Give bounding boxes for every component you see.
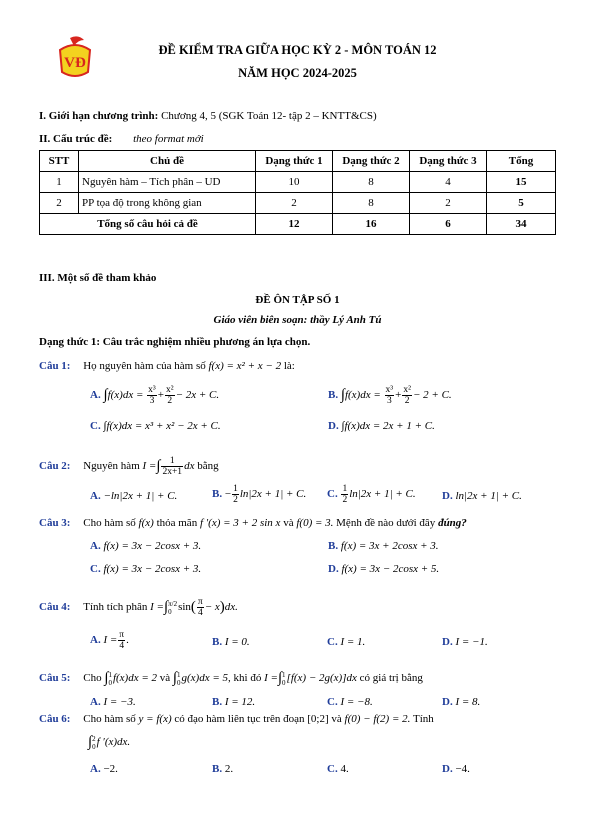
table-cell: 10 bbox=[256, 172, 333, 193]
option-1a[interactable]: A. ∫f(x)dx = $\frac{\text{x³}}{3}$ + $\frac{\text{x²}}{2}$ − 2x + C. bbox=[90, 385, 220, 406]
question-text: và bbox=[331, 713, 342, 725]
table-header: Dạng thức 2 bbox=[333, 151, 410, 172]
question-label: Câu 4: bbox=[39, 601, 71, 614]
table-header: STT bbox=[40, 151, 79, 172]
option-3d[interactable] bbox=[328, 563, 439, 575]
section-references: III. Một số đề tham khảo bbox=[39, 272, 157, 284]
option-3b[interactable] bbox=[328, 540, 439, 552]
option-4a[interactable]: A. I = $\frac{\pi}{4}$ . bbox=[90, 630, 129, 651]
option-text: I = 1. bbox=[340, 636, 366, 648]
table-cell: 16 bbox=[333, 214, 410, 235]
question-text: có đạo hàm liên tục trên đoạn bbox=[174, 713, 305, 725]
option-6c[interactable] bbox=[327, 763, 349, 775]
option-letter: A. bbox=[90, 490, 101, 502]
option-6a[interactable] bbox=[90, 763, 118, 775]
option-text: −4. bbox=[455, 763, 470, 775]
question-1 bbox=[39, 360, 295, 372]
option-letter: A. bbox=[90, 696, 101, 708]
question-text: , khi đó bbox=[228, 672, 262, 685]
table-cell: 8 bbox=[333, 193, 410, 214]
table-total-row bbox=[40, 214, 556, 235]
question-text: Tính tích phân bbox=[83, 601, 148, 614]
question-formula: f(0) = 3. bbox=[296, 517, 334, 529]
question-text: và bbox=[159, 672, 171, 685]
option-text: 2. bbox=[224, 763, 234, 775]
option-text: f(x) = 3x − 2cosx + 3. bbox=[103, 540, 202, 552]
question-formula: f(0) − f(2) = 2. bbox=[344, 713, 411, 725]
option-text: I = −8. bbox=[340, 696, 373, 708]
question-text: Cho hàm số bbox=[83, 517, 136, 529]
option-letter: D. bbox=[442, 696, 453, 708]
question-formula: f(x)dx = 2 bbox=[112, 672, 158, 685]
option-6b[interactable] bbox=[212, 763, 233, 775]
option-5c[interactable] bbox=[327, 696, 373, 708]
table-header-row bbox=[40, 151, 556, 172]
option-4b[interactable] bbox=[212, 636, 250, 648]
option-text: ln|2x + 1| + C. bbox=[455, 490, 522, 502]
question-text: là: bbox=[283, 360, 295, 372]
question-text: Họ nguyên hàm của hàm số bbox=[83, 360, 206, 372]
option-letter: A. bbox=[90, 389, 101, 402]
table-cell: 6 bbox=[410, 214, 487, 235]
option-letter: C. bbox=[90, 420, 101, 432]
option-text: −2. bbox=[103, 763, 118, 775]
option-letter: D. bbox=[442, 490, 453, 502]
question-formula: f(x) = x² + x − 2 bbox=[208, 360, 282, 372]
section-scope bbox=[39, 110, 377, 122]
question-text: Cho bbox=[83, 672, 102, 685]
option-text: f(x) = 3x + 2cosx + 3. bbox=[340, 540, 439, 552]
table-row bbox=[40, 193, 556, 214]
question-text: Mệnh đề nào dưới đây bbox=[336, 517, 436, 529]
option-text: I = 0. bbox=[224, 636, 250, 648]
option-6d[interactable] bbox=[442, 763, 470, 775]
option-2b[interactable]: B. − $\frac{1}{2}$ ln|2x + 1| + C. bbox=[212, 484, 307, 505]
table-row bbox=[40, 172, 556, 193]
option-letter: B. bbox=[212, 696, 223, 708]
option-letter: A. bbox=[90, 634, 101, 647]
option-text: I = 12. bbox=[224, 696, 256, 708]
question-2: Câu 2: Nguyên hàm I =∫ $\frac{1}{2x+1}$ dx bằng bbox=[39, 456, 219, 477]
question-formula: y = f(x) bbox=[138, 713, 172, 725]
option-1d[interactable] bbox=[328, 420, 435, 432]
table-total-label: Tổng số câu hỏi cả đề bbox=[40, 214, 256, 235]
option-letter: D. bbox=[442, 763, 453, 775]
option-text: ln|2x + 1| + C. bbox=[349, 488, 416, 501]
question-formula: g(x)dx = 5 bbox=[181, 672, 229, 685]
question-3: Câu 3: Cho hàm số f(x) thỏa mãn f ′(x) = 3 + 2 sin x và f(0) = 3. Mệnh đề nào dưới đây đúng? bbox=[39, 517, 467, 529]
question-formula: f ′(x) = 3 + 2 sin x bbox=[199, 517, 281, 529]
option-text: ∫f(x)dx = 2x + 1 + C. bbox=[341, 420, 435, 432]
option-text: I = −3. bbox=[103, 696, 136, 708]
question-formula: [f(x) − 2g(x)]dx bbox=[286, 672, 357, 685]
table-cell: 2 bbox=[256, 193, 333, 214]
question-text: Tính bbox=[412, 713, 434, 725]
question-4: Câu 4: Tính tích phân I =∫π/2 0 sin( $\frac{\pi}{4}$ − x)dx. bbox=[39, 597, 238, 618]
school-year: NĂM HỌC 2024-2025 bbox=[238, 66, 357, 80]
table-cell: 2 bbox=[410, 193, 487, 214]
table-header: Tổng bbox=[487, 151, 556, 172]
option-letter: D. bbox=[442, 636, 453, 648]
table-cell: PP tọa độ trong không gian bbox=[79, 193, 256, 214]
option-text: f(x) = 3x − 2cosx + 3. bbox=[103, 563, 202, 575]
option-2d[interactable] bbox=[442, 490, 522, 502]
option-3c[interactable] bbox=[90, 563, 201, 575]
table-header: Dạng thức 1 bbox=[256, 151, 333, 172]
option-letter: C. bbox=[90, 563, 101, 575]
option-text: f(x) = 3x − 2cosx + 5. bbox=[341, 563, 440, 575]
option-letter: B. bbox=[328, 389, 339, 402]
question-label: Câu 6: bbox=[39, 713, 71, 725]
question-emphasis: đúng? bbox=[438, 517, 467, 529]
option-letter: B. bbox=[212, 636, 223, 648]
section-scope-text: Chương 4, 5 (SGK Toán 12- tập 2 – KNTT&CS) bbox=[161, 110, 377, 122]
option-text: I = −1. bbox=[455, 636, 488, 648]
option-2c[interactable]: C. $\frac{1}{2}$ ln|2x + 1| + C. bbox=[327, 484, 416, 505]
option-text: ln|2x + 1| + C. bbox=[239, 488, 307, 501]
table-cell: 2 bbox=[40, 193, 79, 214]
option-letter: B. bbox=[212, 488, 223, 501]
section-structure bbox=[39, 133, 204, 145]
option-letter: C. bbox=[327, 763, 338, 775]
exam-title: ĐỀ KIỂM TRA GIỮA HỌC KỲ 2 - MÔN TOÁN 12 bbox=[158, 43, 437, 57]
option-1c[interactable] bbox=[90, 420, 221, 432]
option-text: 4. bbox=[340, 763, 349, 775]
question-text: Nguyên hàm bbox=[83, 460, 140, 473]
structure-table bbox=[39, 150, 556, 235]
option-5b[interactable] bbox=[212, 696, 255, 708]
table-header: Chủ đề bbox=[79, 151, 256, 172]
question-label: Câu 2: bbox=[39, 460, 71, 473]
option-letter: A. bbox=[90, 763, 101, 775]
option-letter: D. bbox=[328, 420, 339, 432]
option-5d[interactable] bbox=[442, 696, 480, 708]
table-cell: 8 bbox=[333, 172, 410, 193]
table-cell: 12 bbox=[256, 214, 333, 235]
part-heading: Dạng thức 1: Câu trắc nghiệm nhiều phương án lựa chọn. bbox=[39, 336, 311, 348]
question-label: Câu 3: bbox=[39, 517, 71, 529]
option-2a[interactable] bbox=[90, 490, 177, 502]
option-5a[interactable] bbox=[90, 696, 136, 708]
option-letter: B. bbox=[328, 540, 339, 552]
table-cell: 34 bbox=[487, 214, 556, 235]
option-4d[interactable] bbox=[442, 636, 488, 648]
question-label: Câu 1: bbox=[39, 360, 71, 372]
option-letter: D. bbox=[328, 563, 339, 575]
option-text: ∫f(x)dx = x³ + x² − 2x + C. bbox=[103, 420, 221, 432]
question-formula: [0;2] bbox=[307, 713, 329, 725]
section-scope-label: I. Giới hạn chương trình: bbox=[39, 110, 159, 122]
question-text: có giá trị bằng bbox=[359, 672, 423, 685]
exam-subtitle: ĐỀ ÔN TẬP SỐ 1 bbox=[255, 294, 340, 306]
question-5: Câu 5: Cho ∫1 0f(x)dx = 2 và ∫1 0g(x)dx = 5, khi đó I =∫1 0[f(x) − 2g(x)]dx có giá trị bằng bbox=[39, 670, 423, 687]
section-structure-label: II. Cấu trúc đề: bbox=[39, 133, 113, 145]
option-3a[interactable] bbox=[90, 540, 201, 552]
table-cell: 5 bbox=[487, 193, 556, 214]
question-formula: f ′(x)dx. bbox=[96, 736, 131, 749]
option-text: I = 8. bbox=[455, 696, 481, 708]
question-6 bbox=[39, 713, 559, 725]
question-text: Cho hàm số bbox=[83, 713, 136, 725]
section-structure-note: theo format mới bbox=[133, 133, 204, 145]
option-letter: C. bbox=[327, 488, 338, 501]
table-cell: Nguyên hàm – Tích phân – UD bbox=[79, 172, 256, 193]
option-text: −ln|2x + 1| + C. bbox=[103, 490, 178, 502]
option-letter: C. bbox=[327, 696, 338, 708]
option-letter: B. bbox=[212, 763, 223, 775]
exam-author: Giáo viên biên soạn: thầy Lý Anh Tú bbox=[213, 314, 382, 326]
logo-text: VĐ bbox=[64, 55, 86, 71]
option-letter: C. bbox=[327, 636, 338, 648]
question-text: bằng bbox=[197, 460, 219, 473]
table-cell: 4 bbox=[410, 172, 487, 193]
question-6-expr: ∫2 0f ′(x)dx. bbox=[88, 734, 131, 751]
question-label: Câu 5: bbox=[39, 672, 71, 685]
question-text: thỏa mãn bbox=[156, 517, 198, 529]
question-text: và bbox=[283, 517, 294, 529]
table-cell: 15 bbox=[487, 172, 556, 193]
table-cell: 1 bbox=[40, 172, 79, 193]
option-1b[interactable]: B. ∫f(x)dx = $\frac{\text{x³}}{3}$ + $\frac{\text{x²}}{2}$ − 2 + C. bbox=[328, 385, 452, 406]
option-4c[interactable] bbox=[327, 636, 365, 648]
option-letter: A. bbox=[90, 540, 101, 552]
table-header: Dạng thức 3 bbox=[410, 151, 487, 172]
